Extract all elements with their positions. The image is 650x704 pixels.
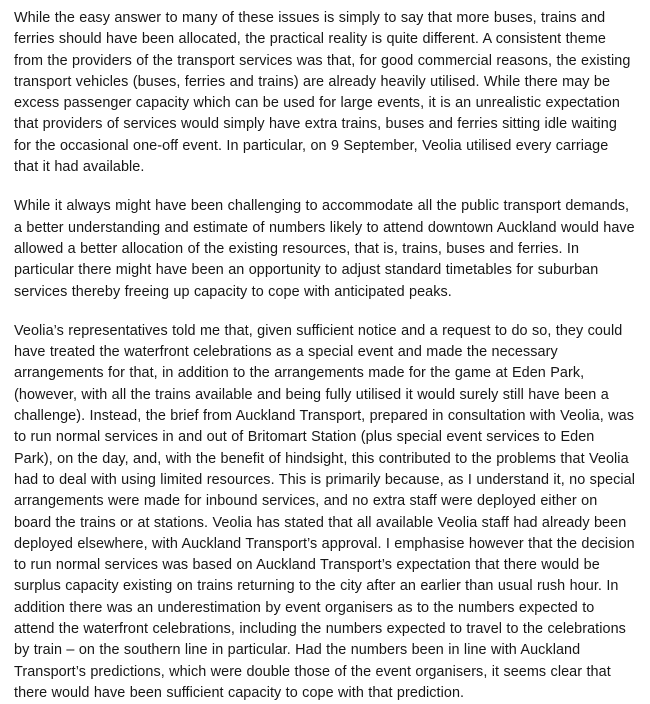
paragraph-1: While the easy answer to many of these issues is simply to say that more buses, trains and ferries should have been allocated, the practical reality is quite different. A consistent theme from the providers of the transport services was that, for good commercial reasons, the existing transport vehicles (buses, ferries and trains) are already heavily utilised. While there may be excess passenger capacity which can be used for large events, it is an unrealistic expectation that providers of services would simply have extra trains, buses and ferries sitting idle waiting for the occasional one-off event. In particular, on 9 September, Veolia utilised every carriage that it had available. — [14, 10, 631, 176]
paragraph-2: While it always might have been challenging to accommodate all the public transport demands, a better understanding and estimate of numbers likely to attend downtown Auckland would have allowed a better allocation of the existing resources, that is, trains, buses and ferries. In particular there might have been an opportunity to adjust standard timetables for suburban services thereby freeing up capacity to cope with anticipated peaks. — [14, 198, 635, 300]
paragraph-3: Veolia’s representatives told me that, given sufficient notice and a request to do so, they could have treated the waterfront celebrations as a special event and made the necessary arrangements for that, in addition to the arrangements made for the game at Eden Park, (however, with all the trains available and being fully utilised it would surely still have been a challenge). Instead, the brief from Auckland Transport, prepared in consultation with Veolia, was to run normal services in and out of Britomart Station (plus special event services to Eden Park), on the day, and, with the benefit of hindsight, this contributed to the problems that Veolia had to deal with using limited resources. This is primarily because, as I understand it, no special arrangements were made for inbound services, and no extra staff were deployed either on board the trains or at stations. Veolia has stated that all available Veolia staff had already been deployed elsewhere, with Auckland Transport’s approval. I emphasise however that the decision to run normal services was based on Auckland Transport’s expectation that there would be surplus capacity existing on trains returning to the city after an earlier than usual rush hour. In addition there was an underestimation by event organisers as to the numbers expected to attend the waterfront celebrations, including the numbers expected to travel to the celebrations by train – on the southern line in particular. Had the numbers been in line with Auckland Transport’s predictions, which were double those of the event organisers, it seems clear that there would have been sufficient capacity to cope with that prediction. — [14, 322, 635, 701]
